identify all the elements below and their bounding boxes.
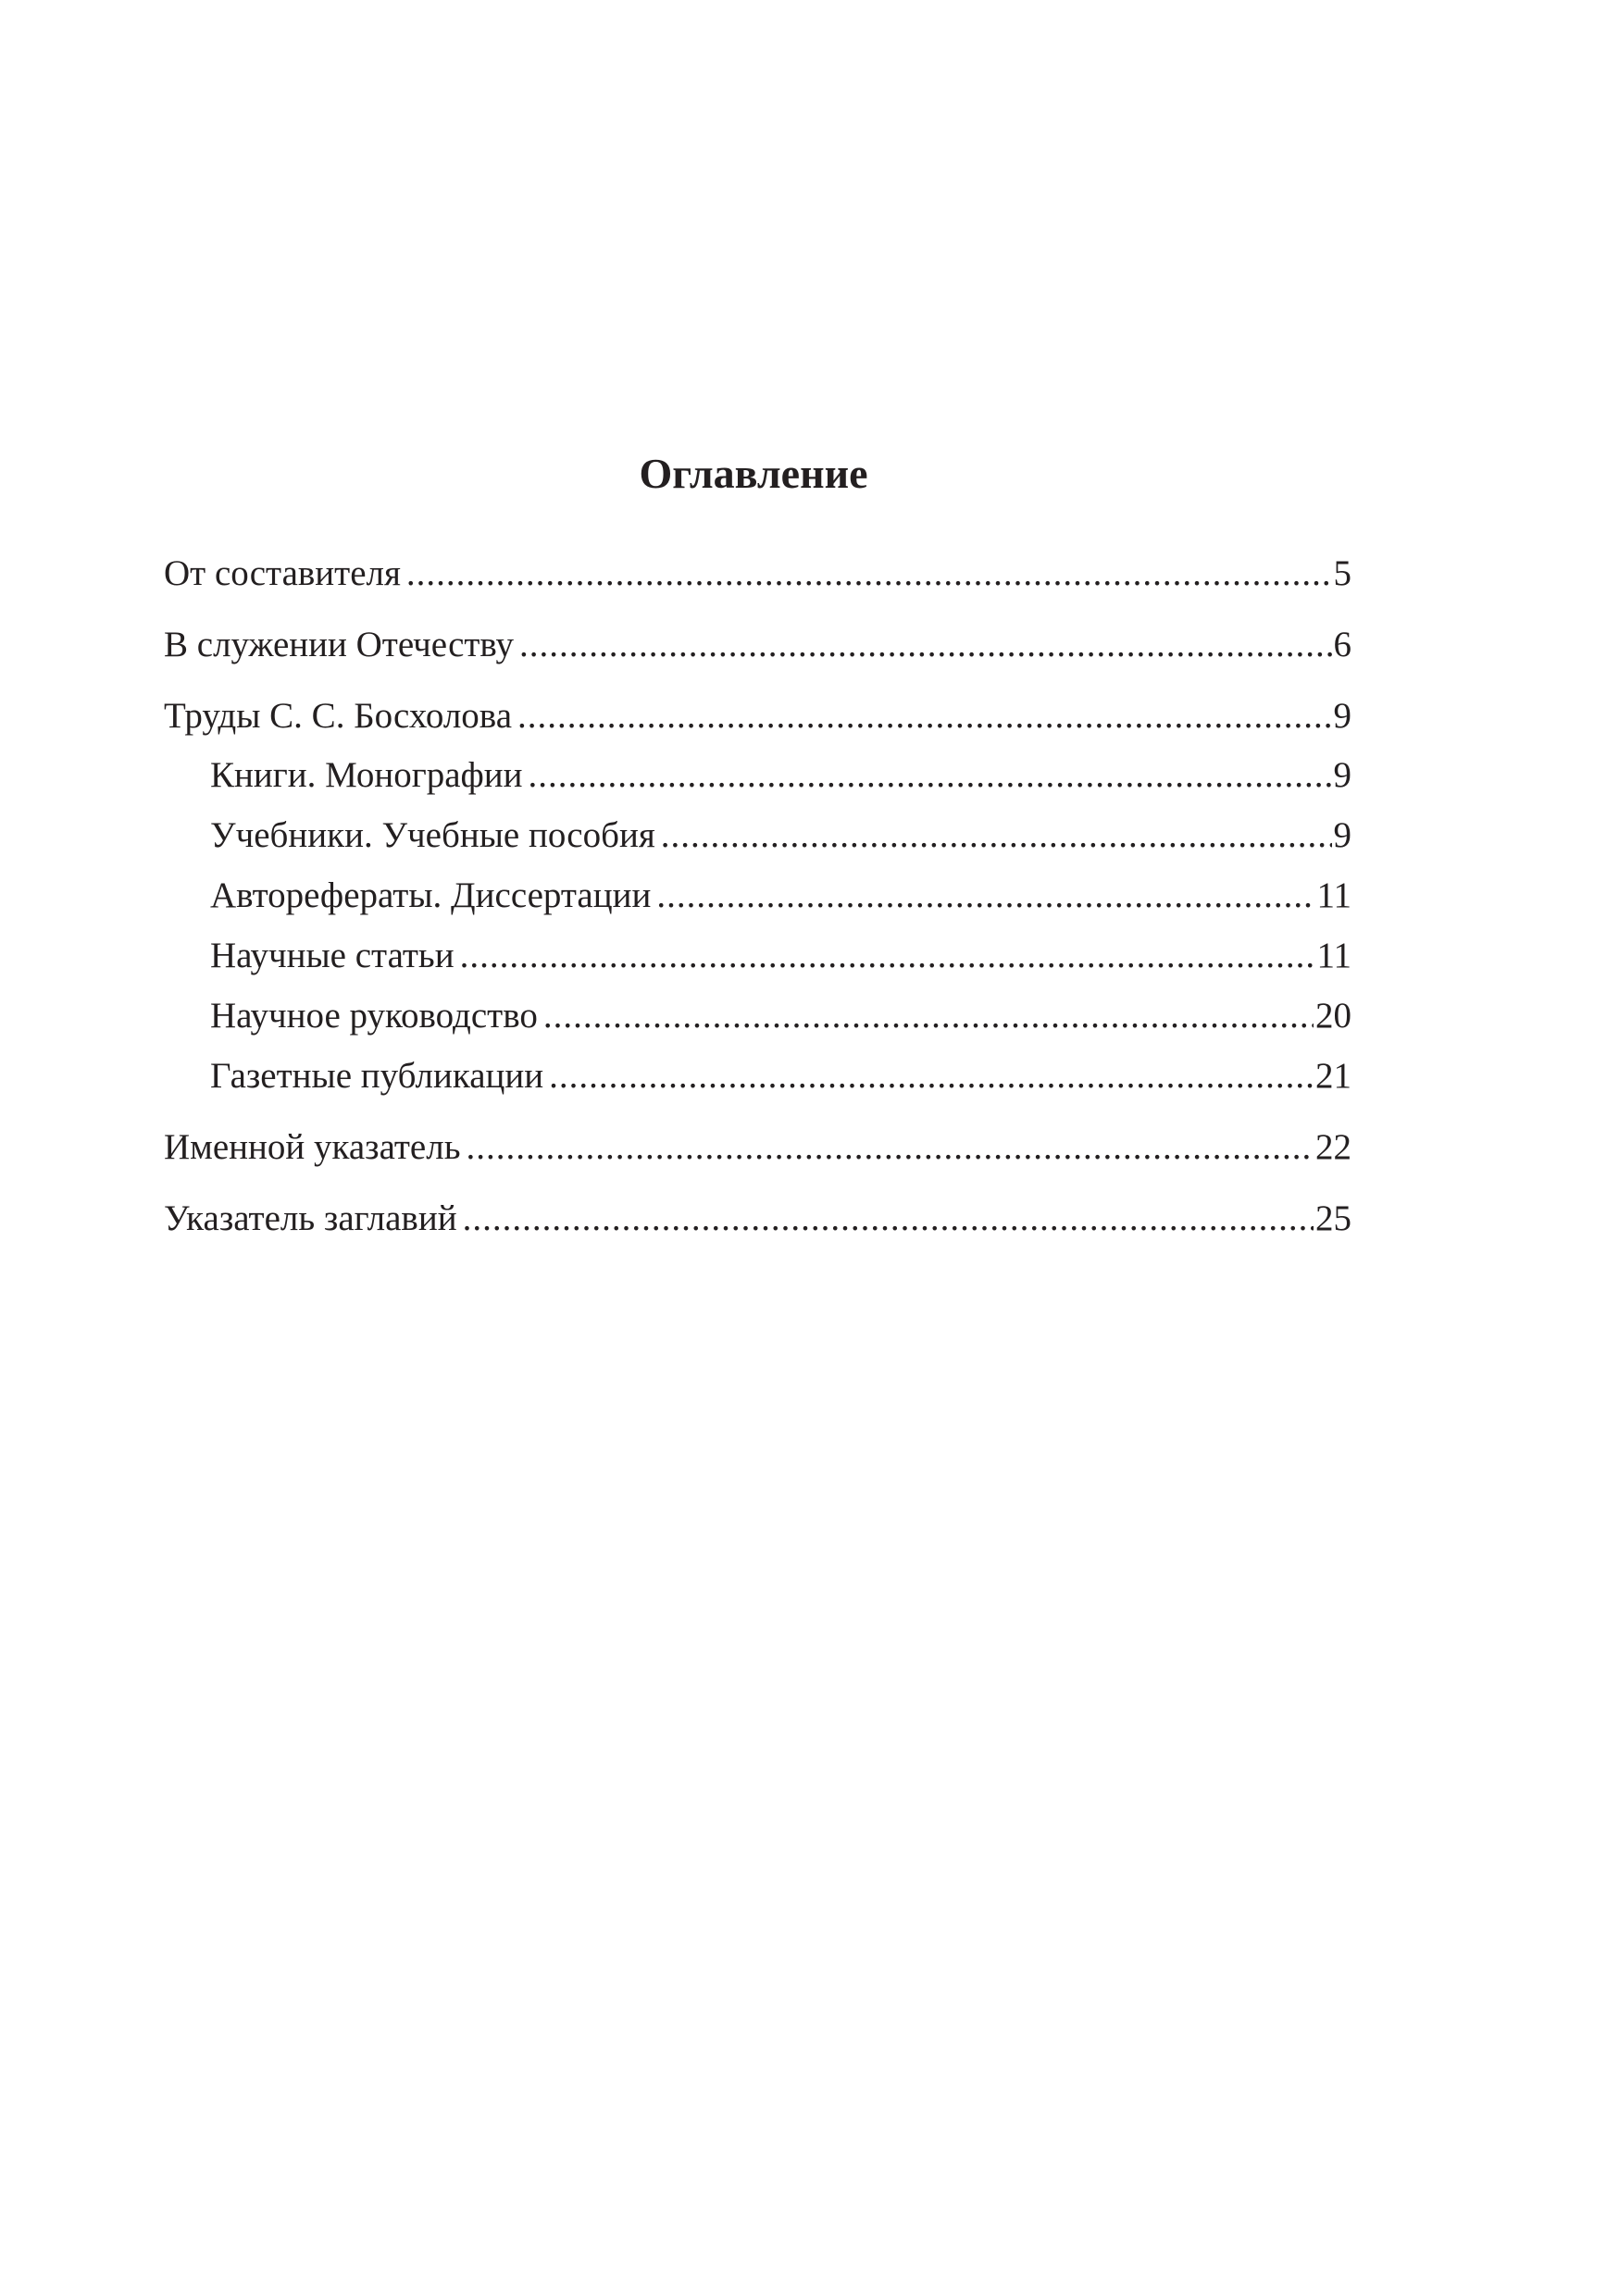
toc-entry-page: 11 — [1316, 875, 1351, 915]
toc-entry-label: Авторефераты. Диссертации — [210, 875, 652, 915]
toc-entry-label: Именной указатель — [164, 1127, 461, 1167]
dot-leader — [549, 1054, 1314, 1098]
toc-entry-page: 9 — [1333, 815, 1351, 855]
dot-leader — [519, 623, 1331, 667]
toc-entry-from-compiler — [164, 552, 1351, 596]
toc-entry-label: От составителя — [164, 553, 401, 593]
toc-entry-page: 5 — [1333, 553, 1351, 593]
dot-leader — [463, 1197, 1314, 1241]
dot-leader — [543, 994, 1314, 1038]
toc-entry-label: Учебники. Учебные пособия — [210, 815, 655, 855]
toc-entry-page: 9 — [1333, 696, 1351, 736]
dot-leader — [661, 813, 1332, 858]
toc-entry-page: 22 — [1315, 1127, 1351, 1167]
toc-subentry-newspaper — [164, 1054, 1351, 1098]
toc-entry-page: 9 — [1333, 755, 1351, 795]
dot-leader — [656, 874, 1314, 918]
toc-subentry-articles — [164, 934, 1351, 978]
toc-entry-label: Научные статьи — [210, 936, 455, 975]
toc-entry-name-index — [164, 1125, 1351, 1170]
toc-subentry-books — [164, 753, 1351, 798]
dot-leader — [517, 694, 1331, 738]
toc-entry-page: 20 — [1315, 996, 1351, 1036]
toc-entry-label: Указатель заглавий — [164, 1198, 457, 1238]
toc-subentry-dissertations — [164, 874, 1351, 918]
dot-leader — [460, 934, 1315, 978]
toc-subentry-supervision — [164, 994, 1351, 1038]
toc-entry-page: 25 — [1315, 1198, 1351, 1238]
toc-entry-page: 11 — [1316, 936, 1351, 975]
toc-entry-label: Книги. Монографии — [210, 755, 523, 795]
toc-subentry-textbooks — [164, 813, 1351, 858]
page-title: Оглавление — [639, 450, 868, 497]
dot-leader — [406, 552, 1332, 596]
toc-entry-service-to-fatherland — [164, 623, 1351, 667]
dot-leader — [529, 753, 1332, 798]
toc-entry-label: Научное руководство — [210, 996, 538, 1036]
table-of-contents — [164, 552, 1351, 1268]
toc-entry-label: В служении Отечеству — [164, 625, 515, 664]
dot-leader — [467, 1125, 1314, 1170]
toc-entry-page: 6 — [1333, 625, 1351, 664]
toc-entry-title-index — [164, 1197, 1351, 1241]
toc-entry-works — [164, 694, 1351, 738]
toc-entry-label: Труды С. С. Босхолова — [164, 696, 513, 736]
toc-entry-page: 21 — [1315, 1056, 1351, 1096]
toc-entry-label: Газетные публикации — [210, 1056, 544, 1096]
